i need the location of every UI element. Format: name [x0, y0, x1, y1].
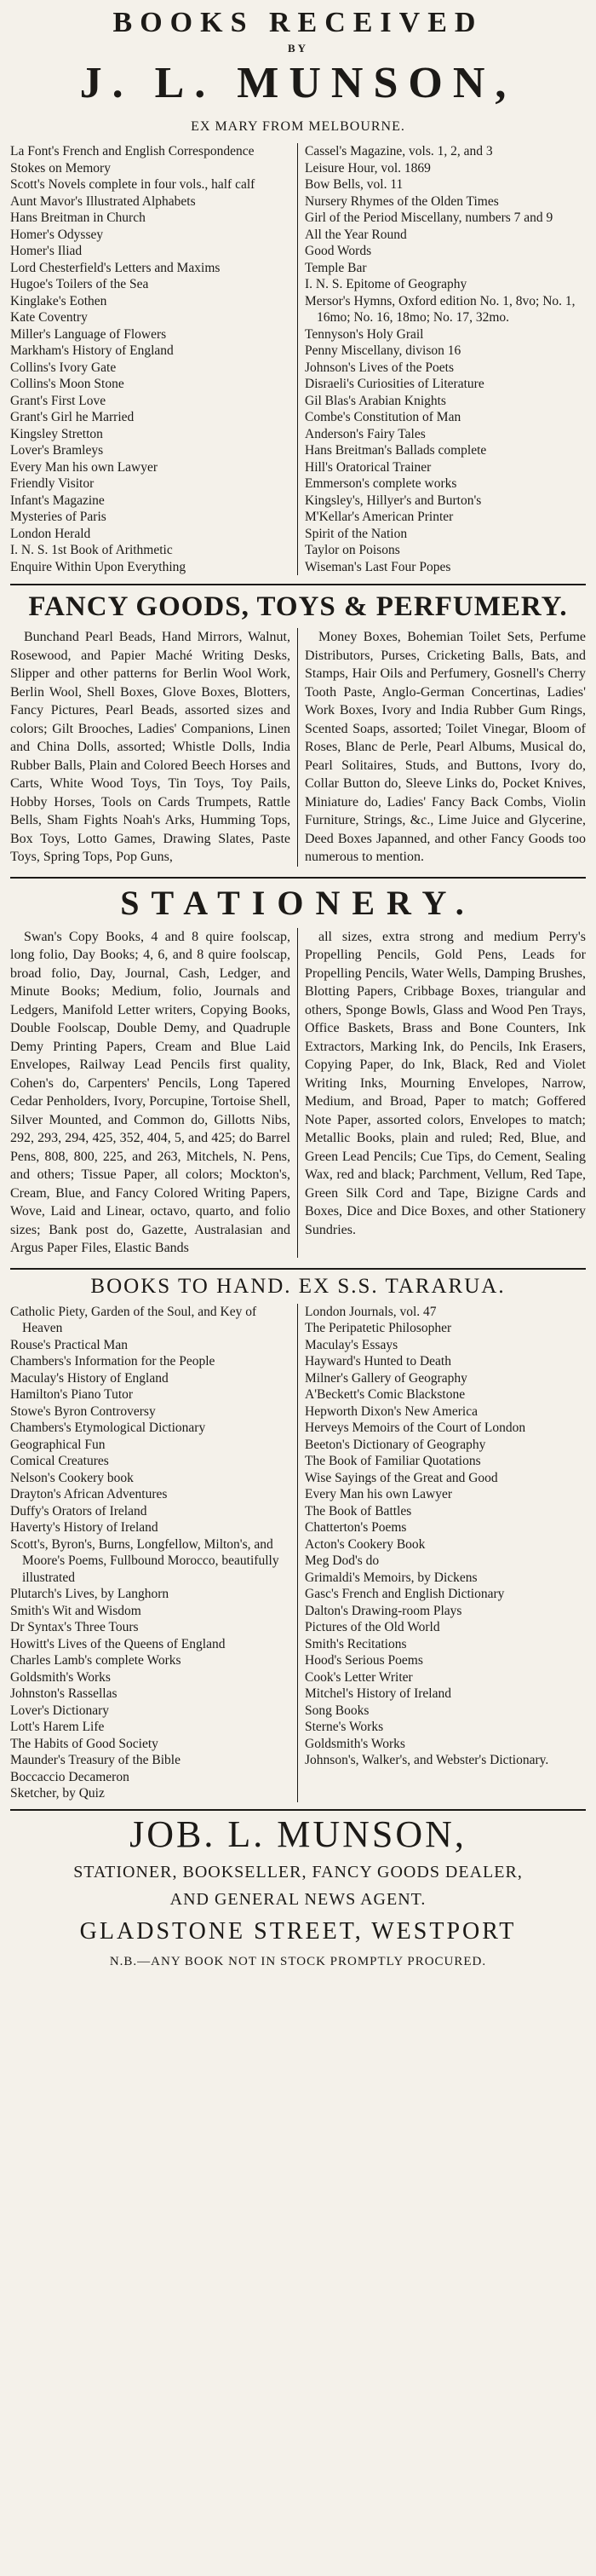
book-list-item: Gil Blas's Arabian Knights [305, 393, 446, 408]
book-list-item: Scott's Novels complete in four vols., half calf [10, 177, 255, 192]
book-list-item: Smith's Wit and Wisdom [10, 1603, 141, 1618]
books-received-right-column [298, 143, 586, 575]
ship-subtitle: EX MARY FROM MELBOURNE. [191, 119, 405, 134]
book-list-item: I. N. S. Epitome of Geography [305, 277, 467, 291]
book-list-item: Friendly Visitor [10, 476, 95, 491]
stationery-left-text: Swan's Copy Books, 4 and 8 quire foolscap, long folio, Day Books; 4, 6, and 8 quire foolscap, broad folio, Day, Journal, Cash, Ledger, and Minute Books; Medium, folio, Journals and Ledgers, Manifold Letter writers, Copying Books, Double Foolscap, Double Demy, and Quadruple Demy Printing Papers, Cream and Blue Laid Envelopes, Railway Lead Pencils first quality, Cohen's do, Carpenters' Pencils, Long Tapered Cedar Penholders, Ivory, Porcupine, Tortoise Shell, Silver Mounted, and Common do, Gillotts Nibs, 292, 293, 294, 425, 352, 404, 5, and 425; do Barrel Pens, 808, 800, 225, and 263, Mitchels, N. Pens, and others; Tissue Paper, all colors; Mockton's, Cream, Blue, and Fancy Colored Writing Papers, Wove, Laid and Linear, octavo, quarto, and folio sizes; Bank post do, Gazette, Australasian and Argus Paper Files, Elastic Bands [10, 928, 298, 1258]
book-list-item: Hans Breitman's Ballads complete [305, 443, 487, 458]
book-list-item: Geographical Fun [10, 1437, 106, 1452]
fancy-goods-title: FANCY GOODS, TOYS & PERFUMERY. [28, 591, 568, 622]
book-list-item: Spirit of the Nation [305, 526, 408, 541]
book-list-item: Stokes on Memory [10, 160, 111, 176]
book-list-item: Drayton's African Adventures [10, 1487, 168, 1501]
book-list-item: Grimaldi's Memoirs, by Dickens [305, 1570, 478, 1585]
tararua-columns [10, 1304, 586, 1802]
book-list-item: Mersor's Hymns, Oxford edition No. 1, 8vo; No. 1, 16mo; No. 16, 18mo; No. 17, 32mo. [305, 293, 576, 325]
book-list-item: Temple Bar [305, 260, 367, 275]
book-list-item: Maculay's History of England [10, 1370, 169, 1386]
book-list-item: Howitt's Lives of the Queens of England [10, 1636, 226, 1651]
book-list-item: The Peripatetic Philosopher [305, 1321, 452, 1335]
book-list-item: Grant's Girl he Married [10, 410, 135, 424]
book-list-item: Disraeli's Curiosities of Literature [305, 377, 484, 391]
merchant-name: J. L. MUNSON, [79, 59, 517, 107]
book-list-item: A'Beckett's Comic Blackstone [305, 1387, 466, 1402]
fancy-goods-columns [10, 628, 586, 867]
book-list-item: Nursery Rhymes of the Olden Times [305, 193, 499, 209]
book-list-item: Charles Lamb's complete Works [10, 1653, 181, 1668]
book-list-item: Meg Dod's do [305, 1553, 380, 1568]
book-list-item: All the Year Round [305, 227, 407, 242]
book-list-item: Hans Breitman in Church [10, 210, 146, 225]
advertisement-page [0, 5, 596, 2576]
book-list-item: M'Kellar's American Printer [305, 510, 454, 524]
book-list-item: Miller's Language of Flowers [10, 326, 167, 342]
stationery-right-text: all sizes, extra strong and medium Perry's Propelling Pencils, Gold Pens, Leads for Propelling Pencils, Water Wells, Damping Brushes, Blotting Papers, Cribbage Boxes, triangular and others, Sponge Bowls, Glass and Wood Pen Trays, Office Baskets, Brass and Bone Counters, Ink Extractors, Marking Ink, do Pencils, Ink Erasers, Copying Paper, do Ink, Black, Red and Violet Writing Inks, Mourning Envelopes, Narrow, Medium, and Broad, Paper to match; Goffered Note Paper, assorted colors, Envelopes to match; Metallic Books, plain and ruled; Red, Blue, and Green Lead Pencils; Cue Tips, do Cement, Sealing Wax, red and black; Parchment, Vellum, Red Tape, Green Silk Cord and Tape, Bizigne Cards and Boxes, Dice and Dice Boxes, and other Stationery Sundries. [305, 929, 586, 1237]
book-list-item: Lott's Harem Life [10, 1720, 105, 1734]
book-list-item: Emmerson's complete works [305, 476, 457, 491]
book-list-item: Markham's History of England [10, 343, 174, 358]
book-list-item: Good Words [305, 244, 372, 258]
book-list-item: Milner's Gallery of Geography [305, 1370, 467, 1386]
book-list-item: Comical Creatures [10, 1454, 109, 1468]
footer-agent-line: AND GENERAL NEWS AGENT. [169, 1889, 427, 1909]
book-list-item: Goldsmith's Works [305, 1736, 405, 1751]
book-list-item: La Font's French and English Correspondence [10, 144, 255, 158]
stationery-columns [10, 928, 586, 1258]
book-list-item: Lover's Dictionary [10, 1703, 109, 1718]
book-list-item: Infant's Magazine [10, 493, 105, 508]
book-list-item: Hayward's Hunted to Death [305, 1354, 451, 1369]
by-label: BY [287, 42, 309, 55]
fancy-goods-left-text: Bunchand Pearl Beads, Hand Mirrors, Walnut, Rosewood, and Papier Maché Writing Desks, Slipper and other patterns for Berlin Wool Work, Berlin Wool, Shell Boxes, Glove Boxes, Blotters, Fancy Pictures, Pearl Beads, assorted sizes and colors; Gilt Brooches, Ladies' Companions, Linen and China Dolls, assorted; Whistle Dolls, India Rubber Balls, Plain and Colored Beech Horses and Carts, White Wood Toys, Tin Toys, Toy Pails, Hobby Horses, Tools on Cards Trumpets, Rattle Bells, Sham Fights Noah's Arks, Humming Tops, Box Toys, Lotto Games, Drawing Slates, Paste Toys, Spring Tops, Pop Guns, [10, 628, 298, 867]
book-list-item: Johnston's Rassellas [10, 1686, 117, 1701]
book-list-item: Chambers's Information for the People [10, 1354, 215, 1369]
book-list-item: London Herald [10, 526, 91, 541]
book-list-item: Sterne's Works [305, 1720, 384, 1734]
book-list-item: Hamilton's Piano Tutor [10, 1387, 134, 1402]
tararua-right-column [298, 1304, 586, 1769]
book-list-item: Penny Miscellany, divison 16 [305, 343, 461, 358]
book-list-item: Gasc's French and English Dictionary [305, 1587, 505, 1601]
book-list-item: Cook's Letter Writer [305, 1669, 413, 1685]
books-received-columns [10, 143, 586, 575]
footer-trade-line: STATIONER, BOOKSELLER, FANCY GOODS DEALER, [73, 1862, 523, 1882]
book-list-item: Haverty's History of Ireland [10, 1520, 158, 1535]
book-list-item: Kingsley's, Hillyer's and Burton's [305, 493, 482, 508]
book-list-item: Homer's Odyssey [10, 227, 104, 242]
book-list-item: I. N. S. 1st Book of Arithmetic [10, 543, 173, 557]
book-list-item: Herveys Memoirs of the Court of London [305, 1421, 526, 1435]
book-list-item: Hill's Oratorical Trainer [305, 459, 432, 475]
book-list-item: Nelson's Cookery book [10, 1470, 134, 1485]
book-list-item: Plutarch's Lives, by Langhorn [10, 1587, 169, 1601]
book-list-item: The Book of Familiar Quotations [305, 1454, 481, 1468]
book-list-item: Mitchel's History of Ireland [305, 1686, 451, 1701]
book-list-item: Tennyson's Holy Grail [305, 326, 424, 342]
book-list-item: Catholic Piety, Garden of the Soul, and Key of Heaven [10, 1304, 257, 1335]
book-list-item: Girl of the Period Miscellany, numbers 7 and 9 [305, 210, 553, 225]
book-list-item: Scott's, Byron's, Burns, Longfellow, Milton's, and Moore's Poems, Fullbound Morocco, beautifully illustrated [10, 1536, 279, 1585]
book-list-item: Maunder's Treasury of the Bible [10, 1753, 181, 1767]
book-list-item: Sketcher, by Quiz [10, 1786, 105, 1801]
footer-note: N.B.—ANY BOOK NOT IN STOCK PROMPTLY PROCURED. [109, 1954, 487, 1968]
book-list-item: Anderson's Fairy Tales [305, 426, 426, 441]
book-list-item: Collins's Ivory Gate [10, 360, 117, 375]
book-list-item: Bow Bells, vol. 11 [305, 177, 404, 192]
book-list-item: Maculay's Essays [305, 1337, 398, 1352]
book-list-item: Enquire Within Upon Everything [10, 559, 186, 574]
book-list-item: Chatterton's Poems [305, 1520, 407, 1535]
book-list-item: Lover's Bramleys [10, 443, 104, 458]
books-received-title: BOOKS RECEIVED [112, 7, 484, 38]
book-list-item: Leisure Hour, vol. 1869 [305, 160, 431, 176]
book-list-item: Dr Syntax's Three Tours [10, 1620, 139, 1634]
book-list-item: Boccaccio Decameron [10, 1769, 129, 1784]
book-list-item: Hepworth Dixon's New America [305, 1403, 478, 1419]
book-list-item: The Book of Battles [305, 1503, 412, 1519]
book-list-item: Hood's Serious Poems [305, 1653, 423, 1668]
stationery-title: STATIONERY. [120, 883, 476, 922]
book-list-item: Homer's Iliad [10, 244, 83, 258]
book-list-item: The Habits of Good Society [10, 1736, 158, 1751]
tararua-left-column [10, 1304, 298, 1802]
book-list-item: Song Books [305, 1703, 370, 1718]
book-list-item: Every Man his own Lawyer [10, 459, 158, 475]
fancy-goods-right-text: Money Boxes, Bohemian Toilet Sets, Perfume Distributors, Purses, Cricketing Balls, Bats, and Stamps, Hair Oils and Perfumery, Gosnell's Cherry Tooth Paste, Anglo-German Concertinas, Ladies' Work Boxes, Ivory and India Rubber Gum Rings, Scented Soaps, assorted; Toilet Vinegar, Bloom of Roses, Blanc de Perle, Pearl Albums, Musical do, Pearl Solitaires, Studs, and Buttons, Ivory do, Collar Button do, Sleeve Links do, Pocket Knives, Miniature do, Ladies' Fancy Back Combs, Violin Furniture, Strings, &c., Lime Juice and Glycerine, Deed Boxes Japanned, and other Fancy Goods too numerous to mention. [305, 630, 586, 864]
book-list-item: Johnson's Lives of the Poets [305, 360, 455, 375]
book-list-item: Hugoe's Toilers of the Sea [10, 277, 149, 291]
book-list-item: Kate Coventry [10, 310, 88, 325]
book-list-item: Collins's Moon Stone [10, 377, 124, 391]
tararua-title: BOOKS TO HAND. EX S.S. TARARUA. [90, 1274, 506, 1298]
book-list-item: Acton's Cookery Book [305, 1536, 426, 1552]
book-list-item: Smith's Recitations [305, 1636, 407, 1651]
book-list-item: Cassel's Magazine, vols. 1, 2, and 3 [305, 144, 493, 158]
book-list-item: Stowe's Byron Controversy [10, 1403, 156, 1419]
book-list-item: Dalton's Drawing-room Plays [305, 1603, 462, 1618]
book-list-item: Lord Chesterfield's Letters and Maxims [10, 260, 221, 275]
footer-street-address: GLADSTONE STREET, WESTPORT [79, 1917, 517, 1945]
book-list-item: Grant's First Love [10, 393, 106, 408]
book-list-item: Johnson's, Walker's, and Webster's Dictionary. [305, 1753, 549, 1767]
footer-proprietor-name: JOB. L. MUNSON, [129, 1812, 467, 1855]
book-list-item: Wiseman's Last Four Popes [305, 559, 451, 574]
book-list-item: Kingsley Stretton [10, 426, 103, 441]
book-list-item: Pictures of the Old World [305, 1620, 440, 1634]
book-list-item: Goldsmith's Works [10, 1669, 111, 1685]
book-list-item: Kinglake's Eothen [10, 293, 107, 308]
books-received-left-column [10, 143, 298, 575]
book-list-item: Mysteries of Paris [10, 510, 106, 524]
book-list-item: Every Man his own Lawyer [305, 1487, 453, 1501]
book-list-item: Chambers's Etymological Dictionary [10, 1421, 206, 1435]
book-list-item: Beeton's Dictionary of Geography [305, 1437, 486, 1452]
book-list-item: Aunt Mavor's Illustrated Alphabets [10, 193, 196, 209]
book-list-item: Taylor on Poisons [305, 543, 400, 557]
book-list-item: Wise Sayings of the Great and Good [305, 1470, 498, 1485]
book-list-item: Duffy's Orators of Ireland [10, 1503, 147, 1519]
book-list-item: Combe's Constitution of Man [305, 410, 461, 424]
book-list-item: London Journals, vol. 47 [305, 1304, 437, 1319]
book-list-item: Rouse's Practical Man [10, 1337, 128, 1352]
